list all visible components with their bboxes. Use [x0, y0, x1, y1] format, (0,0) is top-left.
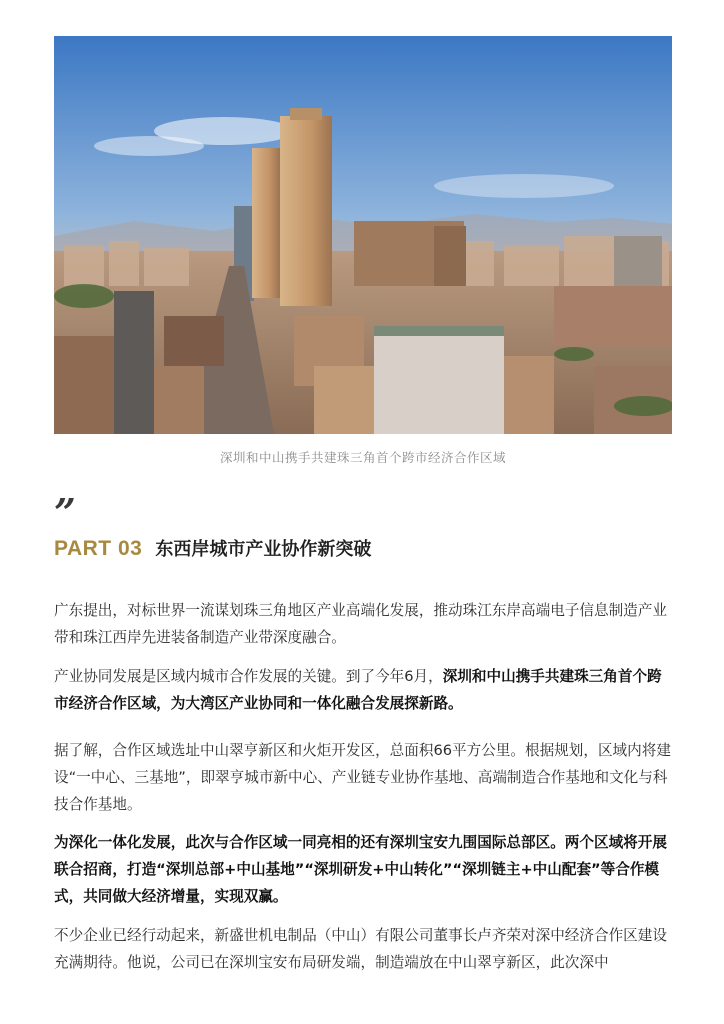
paragraph-text: 广东提出，对标世界一流谋划珠三角地区产业高端化发展，推动珠江东岸高端电子信息制造产业带和珠江西岸先进装备制造产业带深度融合。: [54, 602, 667, 646]
paragraph-text: 据了解，合作区域选址中山翠亨新区和火炬开发区，总面积66平方公里。根据规划，区域内将建设“一中心、三基地”，即翠亨城市新中心、产业链专业协作基地、高端制造合作基地和文化与科技合作基地。: [54, 742, 671, 813]
quote-mark-icon: ”: [54, 490, 72, 535]
paragraph-2: [54, 663, 672, 717]
paragraph-emphasis: 深圳和中山携手共建珠三角首个跨市经济合作区域，为大湾区产业协同和一体化融合发展探新路。: [54, 668, 662, 712]
photo-caption: 深圳和中山携手共建珠三角首个跨市经济合作区域: [219, 450, 506, 465]
paragraph-1: [54, 597, 672, 651]
paragraph-3: [54, 737, 672, 818]
part-label: PART 03: [54, 537, 143, 560]
paragraph-4: [54, 829, 672, 910]
paragraph-5: [54, 922, 672, 976]
paragraph-emphasis: 为深化一体化发展，此次与合作区域一同亮相的还有深圳宝安九围国际总部区。两个区域将开展联合招商，打造“深圳总部+中山基地”“深圳研发+中山转化”“深圳链主+中山配套”等合作模式，共同做大经济增量，实现双赢。: [54, 834, 667, 905]
section-title: 东西岸城市产业协作新突破: [155, 539, 372, 560]
paragraph-text: 产业协同发展是区域内城市合作发展的关键。到了今年6月，: [54, 668, 443, 685]
section-heading: [54, 535, 371, 561]
city-skyline-photo: [54, 36, 672, 434]
paragraph-text: 不少企业已经行动起来，新盛世机电制品（中山）有限公司董事长卢齐荣对深中经济合作区建设充满期待。他说，公司已在深圳宝安布局研发端，制造端放在中山翠亨新区，此次深中: [54, 927, 667, 971]
city-skyline-illustration: [54, 36, 672, 434]
